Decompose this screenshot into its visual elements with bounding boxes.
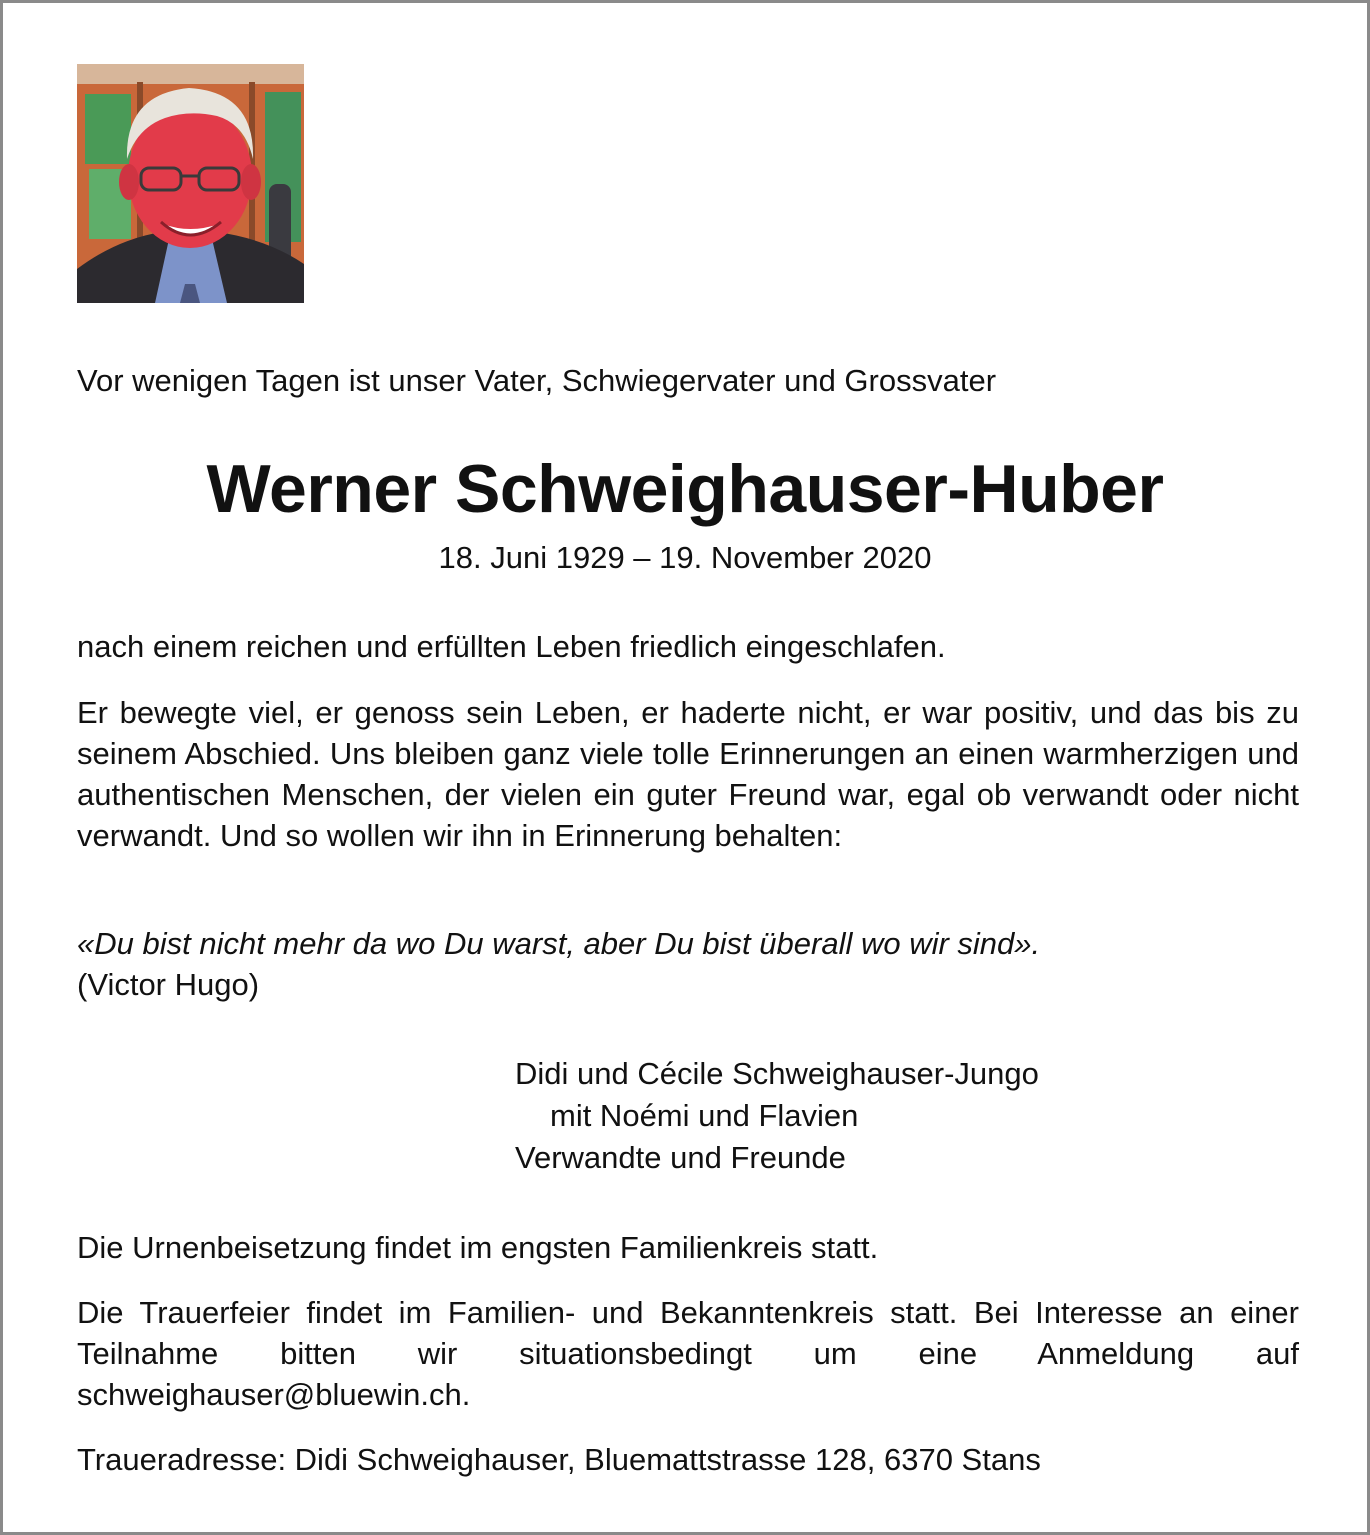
quote-author: (Victor Hugo) (77, 967, 260, 1002)
intro-text: Vor wenigen Tagen ist unser Vater, Schwiegervater und Grossvater (77, 363, 997, 398)
ceremony-note: Die Trauerfeier findet im Familien- und Bekanntenkreis statt. Bei Interesse an einer Teilnahme bitten wir situationsbedingt um eine Anmeldung auf schweighauser@bluewin.ch. (77, 1295, 1299, 1412)
tribute-paragraph: Er bewegte viel, er genoss sein Leben, er haderte nicht, er war positiv, und das bis zu seinem Abschied. Uns bleiben ganz viele tolle Erinnerungen an einen warmherzigen und authentischen Menschen, der vielen ein guter Freund war, egal ob verwandt oder nicht verwandt. Und so wollen wir ihn in Erinnerung behalten: (77, 695, 1299, 853)
passing-statement: nach einem reichen und erfüllten Leben friedlich eingeschlafen. (77, 629, 946, 664)
deceased-name: Werner Schweighauser-Huber (206, 451, 1164, 527)
quote-text: «Du bist nicht mehr da wo Du warst, aber Du bist überall wo wir sind». (77, 926, 1041, 961)
burial-note: Die Urnenbeisetzung findet im engsten Familienkreis statt. (77, 1230, 879, 1265)
portrait-icon (77, 64, 304, 303)
mourning-address: Traueradresse: Didi Schweighauser, Bluemattstrasse 128, 6370 Stans (77, 1442, 1041, 1477)
signatory-line: Didi und Cécile Schweighauser-Jungo (515, 1056, 1039, 1091)
portrait-photo (77, 64, 304, 303)
signatory-line: mit Noémi und Flavien (550, 1098, 859, 1133)
life-dates: 18. Juni 1929 – 19. November 2020 (438, 540, 932, 575)
signatory-line: Verwandte und Freunde (515, 1140, 846, 1175)
